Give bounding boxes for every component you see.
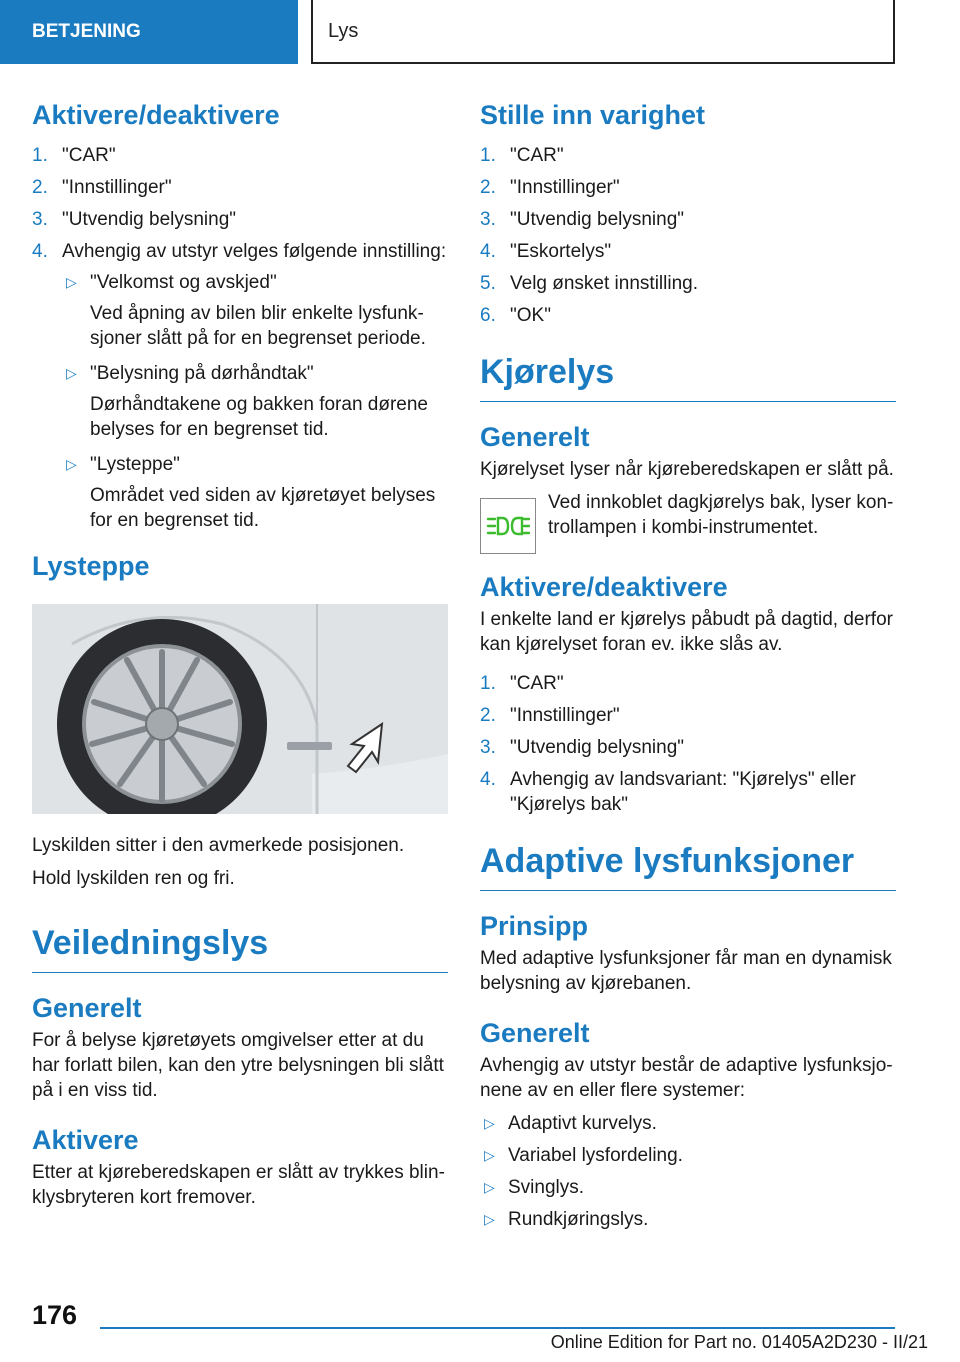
step-text: "Eskortelys" (510, 241, 612, 263)
duration-steps (480, 143, 896, 328)
option-description: Området ved siden av kjøretøyet belyses for en begrenset tid. (90, 485, 436, 532)
option-label: "Belysning på dørhåndtak" (90, 363, 314, 385)
option-description: Ved åpning av bilen blir enkelte lysfunksjoner slått på for en begrenset periode. (90, 303, 426, 350)
step-number: 1. (480, 145, 496, 167)
list-item (32, 239, 448, 533)
systems-list (480, 1111, 896, 1232)
adaptive-general-heading: Generelt (480, 1017, 590, 1048)
lysteppe-text-1: Lyskilden sitter i den avmerkede posisjonen. (32, 835, 405, 857)
lysteppe-heading: Lysteppe (32, 551, 150, 582)
duration-heading: Stille inn varighet (480, 100, 706, 130)
list-item (62, 270, 448, 351)
list-item (480, 207, 896, 232)
step-number: 3. (480, 209, 496, 231)
step-number: 1. (480, 672, 496, 694)
list-item (480, 175, 896, 200)
right-column (480, 100, 896, 1239)
list-item (480, 671, 896, 696)
drl-heading: Kjørelys (480, 352, 896, 402)
page-number: 176 (32, 1300, 78, 1330)
step-number: 2. (480, 704, 496, 726)
list-item (32, 143, 448, 168)
indicator-note (480, 490, 896, 554)
drl-steps (480, 671, 896, 817)
list-item (480, 239, 896, 264)
left-column (32, 100, 448, 1218)
step-text: Avhengig av utstyr velges følgende innstilling: (62, 241, 447, 263)
adaptive-general-text: Avhengig av utstyr består de adaptive lysfunksjonene av en eller flere systemer: (480, 1054, 893, 1101)
triangle-bullet-icon: ▷ (484, 1178, 495, 1195)
general-text: For å belyse kjøretøyets omgivelser etter at du har forlatt bilen, kan den ytre belysningen bli slått på i en viss tid. (32, 1029, 444, 1101)
step-number: 2. (32, 177, 48, 199)
step-text: "CAR" (510, 145, 564, 167)
guide-light-heading: Veiledningslys (32, 923, 448, 973)
drl-general-heading: Generelt (480, 421, 590, 452)
triangle-bullet-icon: ▷ (484, 1114, 495, 1131)
principle-text: Med adaptive lysfunksjoner får man en dynamisk belysning av kjørebanen. (480, 947, 892, 994)
list-item (32, 175, 448, 200)
step-text: "OK" (510, 305, 551, 327)
step-number: 2. (480, 177, 496, 199)
step-number: 3. (480, 736, 496, 758)
drl-activate-heading: Aktivere/deaktivere (480, 571, 728, 602)
activate-steps (32, 143, 448, 533)
step-text: "CAR" (62, 145, 116, 167)
list-item (480, 143, 896, 168)
system-item: Rundkjøringslys. (508, 1208, 649, 1230)
step-number: 4. (32, 241, 48, 263)
drl-general-text: Kjørelyset lyser når kjøreberedskapen er slått på. (480, 458, 894, 480)
list-item (480, 1143, 896, 1168)
chapter-tab (0, 0, 298, 64)
list-item (480, 703, 896, 728)
activate-heading: Aktivere/deaktivere (32, 100, 280, 130)
chapter-label: BETJENING (32, 21, 141, 42)
list-item (480, 1175, 896, 1200)
option-label: "Lysteppe" (90, 454, 180, 476)
footer-divider (100, 1327, 895, 1329)
daytime-running-light-indicator-icon (480, 498, 536, 554)
step-number: 6. (480, 305, 496, 327)
system-item: Adaptivt kurvelys. (508, 1112, 657, 1134)
activate-heading-2: Aktivere (32, 1124, 139, 1155)
option-label: "Velkomst og avskjed" (90, 272, 277, 294)
section-label: Lys (328, 19, 359, 42)
edition-text: Online Edition for Part no. 01405A2D230 - II/21 (550, 1332, 928, 1352)
car-wheel-illustration (32, 604, 448, 814)
list-item (32, 207, 448, 232)
step-text: Velg ønsket innstilling. (510, 273, 698, 295)
system-item: Svinglys. (508, 1176, 585, 1198)
drl-indicator-text: Ved innkoblet dagkjørelys bak, lyser kontrollampen i kombi-instrumentet. (548, 491, 894, 538)
general-heading: Generelt (32, 992, 142, 1023)
triangle-bullet-icon: ▷ (484, 1146, 495, 1163)
triangle-bullet-icon: ▷ (66, 274, 77, 291)
section-header (311, 0, 895, 64)
list-item (62, 361, 448, 442)
triangle-bullet-icon: ▷ (484, 1210, 495, 1227)
step-text: "Innstillinger" (62, 177, 172, 199)
lysteppe-text-2: Hold lyskilden ren og fri. (32, 868, 235, 890)
step-text: "Utvendig belysning" (510, 209, 685, 231)
step-text: "Innstillinger" (510, 704, 620, 726)
step-number: 5. (480, 273, 496, 295)
system-item: Variabel lysfordeling. (508, 1144, 683, 1166)
adaptive-heading: Adaptive lysfunksjoner (480, 841, 896, 891)
options-list (62, 270, 448, 533)
step-text: "CAR" (510, 672, 564, 694)
step-number: 1. (32, 145, 48, 167)
activate-text: Etter at kjøreberedskapen er slått av trykkes blinklysbryteren kort fremover. (32, 1161, 445, 1208)
step-number: 4. (480, 241, 496, 263)
list-item (480, 303, 896, 328)
drl-activate-text: I enkelte land er kjørelys påbudt på dagtid, derfor kan kjørelyset foran ev. ikke slås av. (480, 608, 893, 655)
option-description: Dørhåndtakene og bakken foran dørene belyses for en begrenset tid. (90, 394, 428, 441)
step-number: 4. (480, 768, 496, 790)
list-item (480, 1207, 896, 1232)
list-item (480, 735, 896, 760)
list-item (480, 1111, 896, 1136)
triangle-bullet-icon: ▷ (66, 456, 77, 473)
list-item (62, 452, 448, 533)
step-number: 3. (32, 209, 48, 231)
list-item (480, 767, 896, 817)
step-text: "Utvendig belysning" (62, 209, 237, 231)
step-text: "Utvendig belysning" (510, 736, 685, 758)
principle-heading: Prinsipp (480, 910, 589, 941)
list-item (480, 271, 896, 296)
step-text: Avhengig av landsvariant: "Kjørelys" eller "Kjørelys bak" (510, 768, 856, 815)
step-text: "Innstillinger" (510, 177, 620, 199)
triangle-bullet-icon: ▷ (66, 365, 77, 382)
